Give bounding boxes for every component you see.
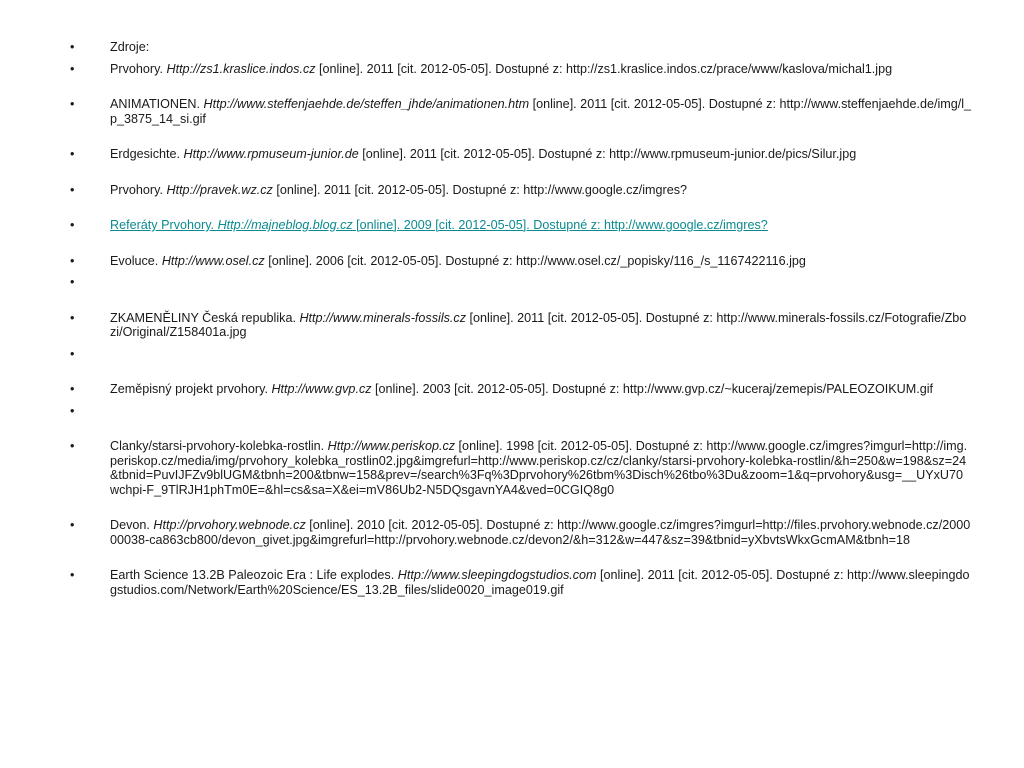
list-item [0, 254, 1024, 269]
reference-details: [online]. 2011 [cit. 2012-05-05]. Dostupné z: http://www.rpmuseum-junior.de/pics/Silur.jpg [358, 147, 857, 161]
reference-source: Http://www.periskop.cz [327, 439, 456, 453]
reference-details: [online]. 2011 [cit. 2012-05-05]. Dostupné z: http://www.steffenjaehde.de/img/l_p_3875_14_si.gif [110, 97, 972, 126]
reference-source: Http://www.rpmuseum-junior.de [183, 147, 359, 161]
list-item [0, 518, 1024, 547]
bullet: • [70, 382, 75, 396]
bullet: • [70, 182, 75, 197]
reference-label: Clanky/starsi-prvohory-kolebka-rostlin. [110, 439, 328, 453]
reference-label: Prvohory. [110, 182, 167, 197]
reference-source: Http://www.steffenjaehde.de/steffen_jhde/animationen.htm [203, 97, 530, 111]
reference-details: [online]. 2006 [cit. 2012-05-05]. Dostupné z: http://www.osel.cz/_popisky/116_/s_1167422116.jpg [264, 253, 806, 268]
list-item [0, 439, 1024, 497]
reference-label: Referáty Prvohory. [110, 218, 218, 232]
reference-label: Prvohory. [110, 61, 167, 76]
reference-details: [online]. 2010 [cit. 2012-05-05]. Dostupné z: http://www.google.cz/imgres?imgurl=http://files.prvohory.webnode.cz/200000038-ca863cb800/devon_givet.jpg&imgrefurl=http://prvohory.webnode.cz/devon2/&h=312&w=447&sz=39&tbnid=yXbvtsWkxGcmAM&tbnh=18 [110, 518, 971, 547]
reference-source: Http://www.minerals-fossils.cz [299, 310, 467, 325]
bullet: • [70, 275, 75, 289]
list-item [0, 97, 1024, 126]
bullet: • [70, 61, 75, 76]
list-item-empty [0, 275, 1024, 290]
reference-details: [online]. 2009 [cit. 2012-05-05]. Dostupné z: http://www.google.cz/imgres? [352, 218, 768, 232]
reference-label: Erdgesichte. [110, 147, 184, 161]
bullet: • [70, 346, 75, 361]
bullet: • [70, 568, 75, 582]
reference-label: ZKAMENĚLINY Česká republika. [110, 310, 300, 325]
reference-label: Evoluce. [110, 253, 162, 268]
list-item [0, 382, 1024, 397]
reference-details: [online]. 2011 [cit. 2012-05-05]. Dostupné z: http://www.minerals-fossils.cz/Fotografie/Zbozi/Original/Z158401a.jpg [110, 310, 967, 339]
list-item-empty [0, 347, 1024, 362]
sources-heading: Zdroje: [110, 40, 150, 54]
bullet: • [70, 218, 75, 232]
bullet: • [70, 439, 75, 453]
list-item [0, 311, 1024, 340]
reference-source: Http://www.sleepingdogstudios.com [397, 568, 597, 582]
bullet: • [70, 403, 75, 418]
reference-source: Http://www.osel.cz [161, 253, 265, 268]
list-item [0, 218, 1024, 233]
reference-source: Http://majneblog.blog.cz [217, 218, 353, 232]
reference-details: [online]. 2011 [cit. 2012-05-05]. Dostupné z: http://www.google.cz/imgres? [272, 182, 688, 197]
reference-source: Http://prvohory.webnode.cz [153, 518, 306, 532]
list-item [0, 568, 1024, 597]
reference-list [0, 40, 1024, 618]
reference-details: [online]. 2011 [cit. 2012-05-05]. Dostupné z: http://zs1.kraslice.indos.cz/prace/www/kaslova/michal1.jpg [315, 61, 893, 76]
reference-source: Http://zs1.kraslice.indos.cz [166, 61, 316, 76]
reference-label: Earth Science 13.2B Paleozoic Era : Life explodes. [110, 568, 398, 582]
bullet: • [70, 518, 75, 532]
bullet: • [70, 40, 75, 54]
reference-details: [online]. 2003 [cit. 2012-05-05]. Dostupné z: http://www.gvp.cz/~kuceraj/zemepis/PALEOZOIKUM.gif [371, 382, 934, 396]
reference-label: ANIMATIONEN. [110, 97, 204, 111]
bullet: • [70, 147, 75, 161]
reference-link[interactable] [110, 218, 768, 232]
reference-source: Http://pravek.wz.cz [166, 182, 273, 197]
reference-details: [online]. 2011 [cit. 2012-05-05]. Dostupné z: http://www.sleepingdogstudios.com/Network/Earth%20Science/ES_13.2B_files/slide0020_image019.gif [110, 568, 970, 597]
list-item [0, 147, 1024, 162]
reference-label: Zeměpisný projekt prvohory. [110, 382, 272, 396]
list-item [0, 62, 1024, 77]
bullet: • [70, 253, 75, 268]
reference-details: [online]. 1998 [cit. 2012-05-05]. Dostupné z: http://www.google.cz/imgres?imgurl=http://img.periskop.cz/media/img/prvohory_kolebka_rostlin02.jpg&imgrefurl=http://www.periskop.cz/cz/clanky/starsi-prvohory-kolebka-rostlin/&h=250&w=198&sz=24&tbnid=PuvIJFZv9blUGM&tbnh=200&tbnw=158&prev=/search%3Fq%3Dprvohory%26tbm%3Disch%26tbo%3Du&zoom=1&q=prvohory&usg=__UYxU70wchpi-F_9TlRJH1phTm0E=&hl=cs&sa=X&ei=mV86Ub2-N5DQsgavnYA4&ved=0CGIQ8g0 [110, 439, 968, 497]
bullet: • [70, 310, 75, 325]
reference-source: Http://www.gvp.cz [271, 382, 372, 396]
list-item-empty [0, 404, 1024, 419]
bullet: • [70, 97, 75, 111]
list-item [0, 183, 1024, 198]
reference-label: Devon. [110, 518, 154, 532]
list-item [0, 40, 1024, 55]
